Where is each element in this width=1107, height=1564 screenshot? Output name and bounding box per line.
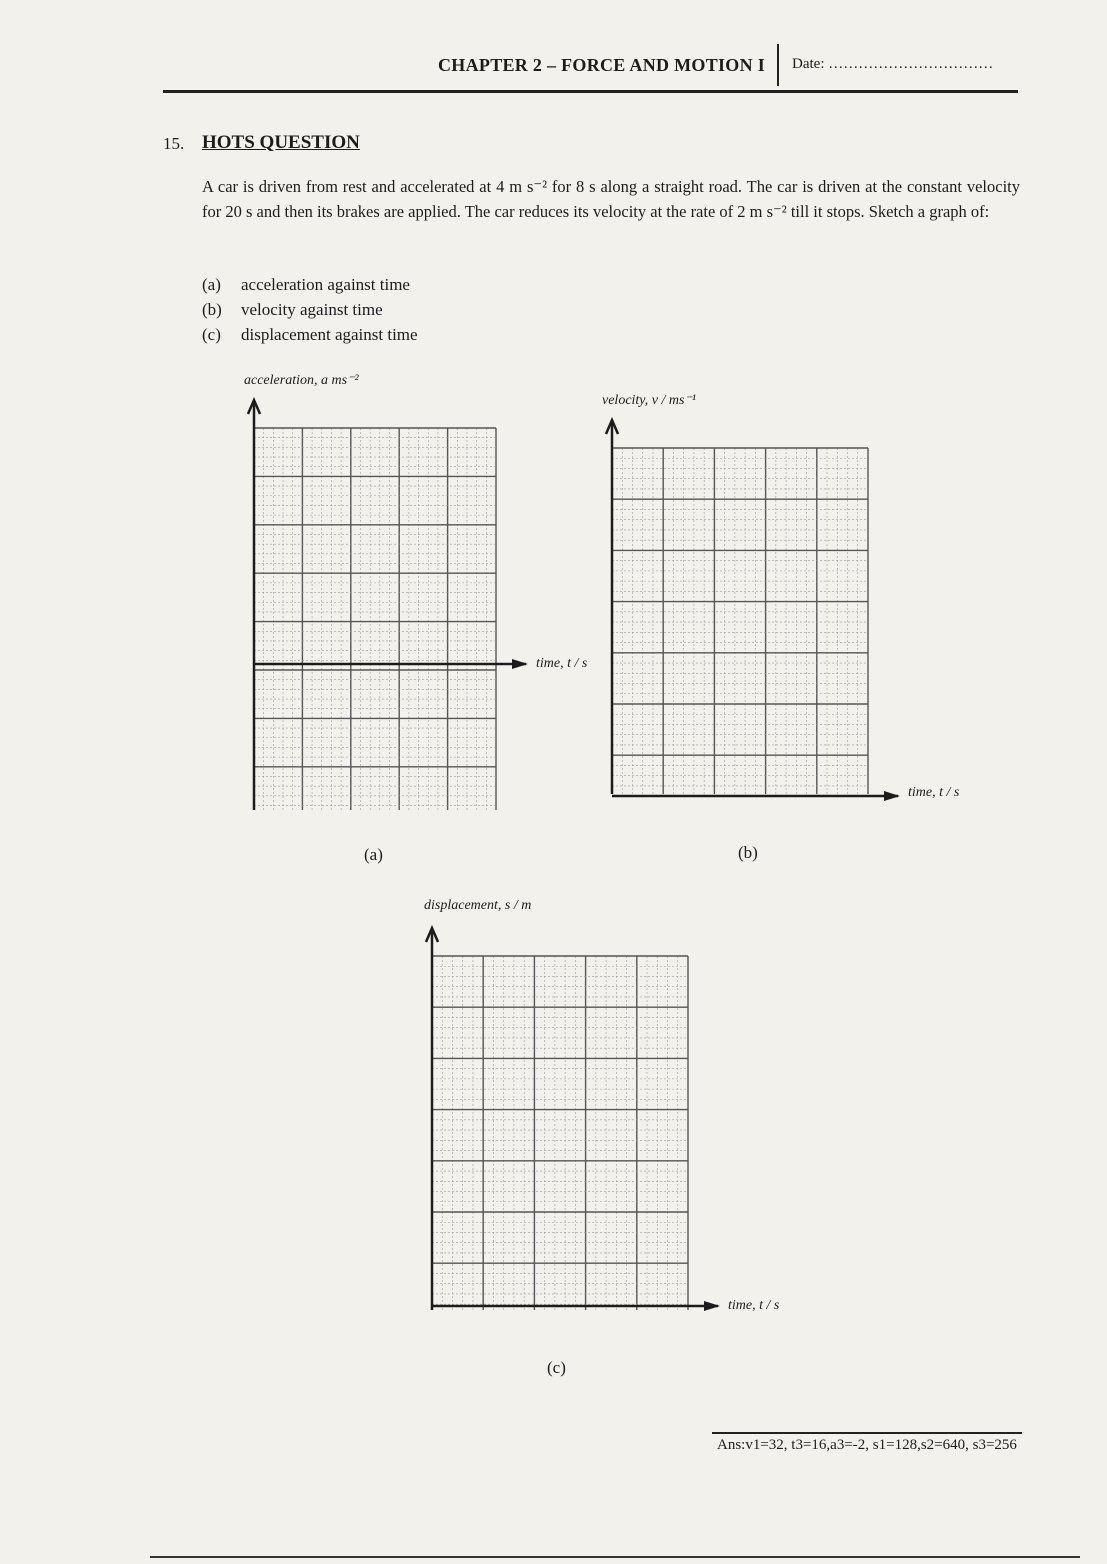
graph-c-grid [432,956,688,1310]
question-heading: HOTS QUESTION [202,132,360,153]
graph-c-x-arrow-icon [704,1301,720,1311]
question-number: 15. [163,134,185,153]
chapter-title: CHAPTER 2 – FORCE AND MOTION I [438,55,766,75]
graph-a-grid [254,428,496,810]
graph-b-grid [612,448,868,794]
question-body: A car is driven from rest and accelerated at 4 m s⁻² for 8 s along a straight road. The car is driven at the constant velocity for 20 s and then its brakes are applied. The car reduces its velocity at the rate of 2 m s⁻² till it stops. Sketch a graph of: [202,177,1020,221]
graph-b-caption: (b) [738,843,758,862]
graph-c-y-label: displacement, s / m [424,898,532,913]
part-label: (c) [202,325,221,344]
date-field: Date: …………………………… [792,56,994,72]
graph-c-caption: (c) [547,1358,566,1377]
answer-key: Ans:v1=32, t3=16,a3=-2, s1=128,s2=640, s3=256 [717,1437,1017,1453]
part-label: (b) [202,300,222,319]
part-label: (a) [202,275,221,294]
graph-a-caption: (a) [364,845,383,864]
graph-b-x-arrow-icon [884,791,900,801]
footer-rule [150,1556,1080,1558]
graph-b-y-label: velocity, v / ms⁻¹ [602,393,697,408]
part-text: acceleration against time [241,275,410,294]
answer-rule [712,1432,1022,1434]
graph-c-x-label: time, t / s [728,1298,780,1313]
graph-a-y-label: acceleration, a ms⁻² [244,373,359,388]
graph-a-x-arrow-icon [512,659,528,669]
graph-b-x-label: time, t / s [908,785,960,800]
part-text: displacement against time [241,325,418,344]
graph-a-x-label: time, t / s [536,656,588,671]
part-text: velocity against time [241,300,383,319]
